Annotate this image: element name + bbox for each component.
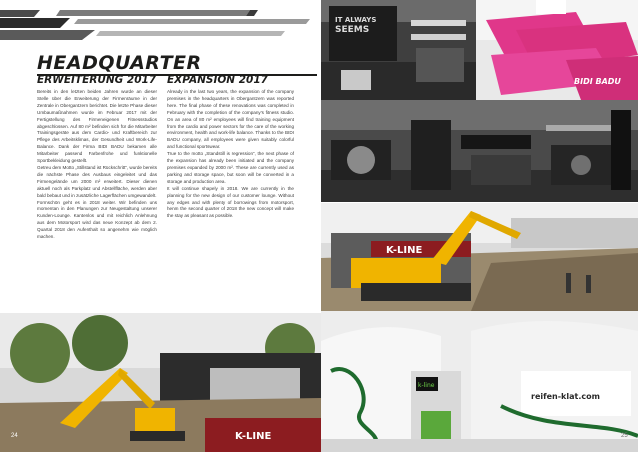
page-number-right: 25: [621, 433, 628, 439]
photo-sportswear-shelf: [321, 0, 476, 100]
subtitle-english: EXPANSION 2017: [167, 74, 268, 86]
photo-excavator-building: [0, 313, 321, 452]
screen-text: k-line: [418, 382, 435, 389]
photo-fitness-studio: [321, 100, 638, 202]
poster-text: IT ALWAYS: [335, 16, 377, 24]
article-body-german: Bereits in den letzten beiden Jahren wurde an dieser Stelle über die Erweiterung der Firmenräume in der Zentrale in Obergantzern berichtet. Die letzte Phase dieser Umbaumaßnahmen wurde im Februar 2017 mit der Fertigstellung des Firmeneigenen Fitnessstudios abgeschlossen. Auf 80 m² befinden sich für die Mitarbeiter Trainingsgeräte aus dem Cardio- und Kraftbereich zur Pflege des Arbeitsklimas, der Gesundheit und Work-Life-Balance. Dank der Firma BIDI BADU bekamen alle Mitarbeiter passend Farbenfrohe und funktionelle Sportbekleidung gestellt. Getreu dem Motto „Stillstand ist Rückschritt“, wurde bereits die nächste Phase des Ausbaus eingeleitet und das Firmengelände um 2000 m² erweitert. Dieser dienen aktuell noch als Parkplatz und Abstellfläche, werden aber bald bebaut und in zusätzliche Lagerflächen umgewandelt. Formschön geht es in 2018 weiter. Wir befinden uns momentan in den Planungen zur Neugestaltung unserer Kunden-Lounge. Kantenlos und mit reichlich Anlehnung aus dem Motorsport wird das neue Konzept ab dem 2. Quartal 2018 den Aufenthalt so angenehm wie möglich machen.: [37, 89, 157, 240]
cloth-logo: BIDI BADU: [574, 77, 621, 86]
wall-text: reifen-klat.com: [531, 392, 600, 401]
page-number-left: 24: [11, 433, 18, 439]
banner-text: K-LINE: [386, 245, 423, 256]
photo-pink-shirts: [476, 0, 638, 100]
subtitle-german: ERWEITERUNG 2017: [37, 74, 157, 86]
chevron-ornament: [0, 0, 320, 58]
article-body-english: Already in the last two years, the expansion of the company premises in the headquarters in Obergantzern was reported here. The final phase of these renovations was completed in February with the completion of the company’s fitness studio. On an area of 80 m² employees will find training equipment from the cardio and power sectors for the care of the working environment, health and work-life balance. Thanks to the BIDI BADU company, all employees were given suitably colorful and functional sportswear. True to the motto „Standstill is regression“, the next phase of the expansion has already been initiated and the company premises expanded by 2000 m². These are currently used as parking and storage space, but soon will be converted in a storage and production area. It will continue shapely in 2018. We are currently in the planning for the new design of our customer lounge. Without any edges and with plenty of borrowings from motorsport, henm the second quarter of 2018 the new concept will make the stay as pleasant as possible.: [167, 89, 294, 219]
svg-text:K-LINE: K-LINE: [235, 431, 272, 442]
photo-customer-lounge: [321, 311, 638, 452]
photo-construction-site: [321, 203, 638, 311]
svg-text:SEEMS: SEEMS: [335, 25, 370, 35]
page-title: HEADQUARTER: [37, 52, 202, 74]
